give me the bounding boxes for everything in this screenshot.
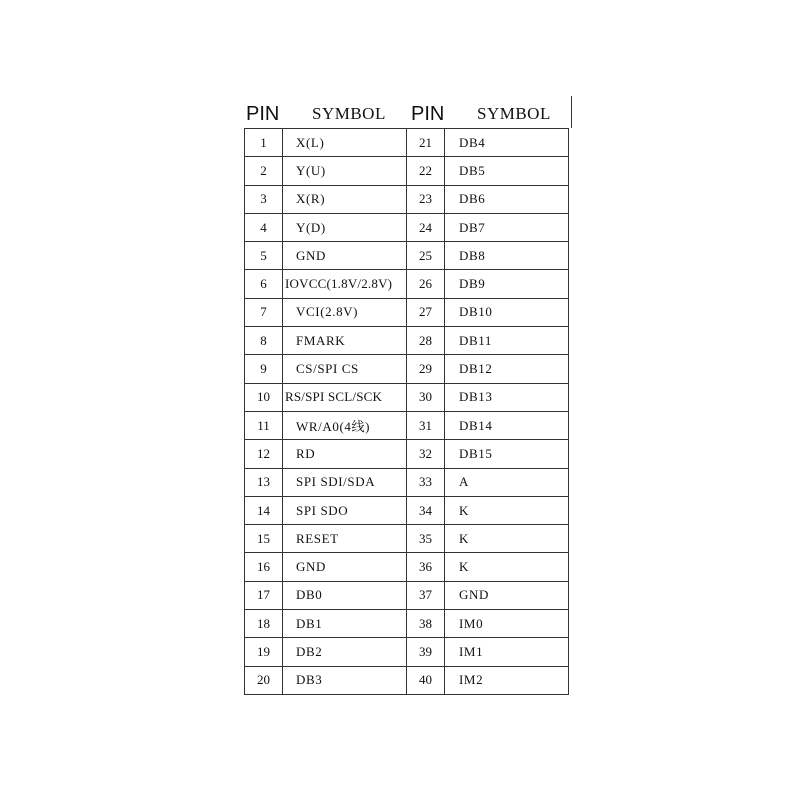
pin-symbol: CS/SPI CS [283,355,407,383]
pin-row [407,129,569,157]
pin-symbol: RD [283,440,407,468]
pin-table-right [406,128,569,695]
pin-row [245,581,407,609]
pin-symbol: DB12 [445,355,569,383]
pin-symbol: DB6 [445,185,569,213]
pin-row [407,553,569,581]
pin-symbol: K [445,553,569,581]
pin-rows-left [245,129,407,695]
pin-row [245,157,407,185]
pin-number: 6 [245,270,283,298]
pin-row [407,383,569,411]
pin-number: 28 [407,327,445,355]
pin-symbol: DB4 [445,129,569,157]
pin-row [245,355,407,383]
pin-row [407,213,569,241]
pin-symbol: GND [445,581,569,609]
pin-row [245,270,407,298]
pin-row [245,411,407,439]
pin-symbol: DB10 [445,298,569,326]
pin-symbol: DB14 [445,411,569,439]
pin-symbol: FMARK [283,327,407,355]
pin-symbol: DB5 [445,157,569,185]
pin-row [407,298,569,326]
pin-symbol: K [445,496,569,524]
pin-row [407,496,569,524]
pin-table-left [244,128,407,695]
pin-symbol: DB0 [283,581,407,609]
pin-symbol: RESET [283,525,407,553]
pin-symbol: SPI SDI/SDA [283,468,407,496]
pin-symbol: X(R) [283,185,407,213]
pin-number: 38 [407,610,445,638]
pin-symbol: DB13 [445,383,569,411]
pin-number: 39 [407,638,445,666]
pin-row [245,213,407,241]
pin-number: 22 [407,157,445,185]
pin-number: 13 [245,468,283,496]
pin-symbol: DB1 [283,610,407,638]
pin-symbol: Y(D) [283,213,407,241]
pin-symbol: DB7 [445,213,569,241]
pin-symbol: SPI SDO [283,496,407,524]
pin-symbol: VCI(2.8V) [283,298,407,326]
pin-row [245,242,407,270]
pin-number: 40 [407,666,445,694]
pin-number: 14 [245,496,283,524]
pin-rows-right [407,129,569,695]
pin-number: 3 [245,185,283,213]
pin-symbol: DB3 [283,666,407,694]
pin-number: 24 [407,213,445,241]
pin-number: 23 [407,185,445,213]
pin-symbol: X(L) [283,129,407,157]
pin-number: 34 [407,496,445,524]
right-pin-header: PIN [411,103,445,125]
pin-number: 8 [245,327,283,355]
pin-number: 32 [407,440,445,468]
header-edge-line [571,96,572,128]
pin-number: 17 [245,581,283,609]
pin-symbol: DB9 [445,270,569,298]
pin-row [245,383,407,411]
pin-symbol: WR/A0(4线) [283,411,407,439]
pin-row [245,298,407,326]
pin-row [245,610,407,638]
left-symbol-header: SYMBOL [312,104,386,123]
pin-symbol: A [445,468,569,496]
pin-row [407,411,569,439]
right-symbol-header: SYMBOL [477,104,551,123]
pin-number: 4 [245,213,283,241]
pin-row [407,440,569,468]
pin-row [245,525,407,553]
pin-row [407,666,569,694]
pin-number: 35 [407,525,445,553]
pin-number: 16 [245,553,283,581]
pin-symbol: DB2 [283,638,407,666]
pin-row [245,496,407,524]
pin-symbol: IM2 [445,666,569,694]
pin-symbol: GND [283,553,407,581]
pin-symbol: Y(U) [283,157,407,185]
pin-symbol: K [445,525,569,553]
pin-row [407,525,569,553]
pin-number: 15 [245,525,283,553]
pin-symbol: IM0 [445,610,569,638]
pin-row [245,185,407,213]
pin-row [245,129,407,157]
pin-number: 27 [407,298,445,326]
pin-symbol: IM1 [445,638,569,666]
pin-number: 33 [407,468,445,496]
pin-row [407,638,569,666]
pin-number: 25 [407,242,445,270]
pin-number: 10 [245,383,283,411]
pin-symbol: DB8 [445,242,569,270]
pin-number: 7 [245,298,283,326]
pin-symbol: GND [283,242,407,270]
pin-symbol: DB15 [445,440,569,468]
pin-number: 9 [245,355,283,383]
pin-row [407,581,569,609]
pin-row [245,553,407,581]
pin-row [407,468,569,496]
pin-number: 1 [245,129,283,157]
pin-row [245,666,407,694]
pin-row [245,638,407,666]
pin-row [407,327,569,355]
pin-row [245,468,407,496]
pin-row [407,610,569,638]
pin-row [245,440,407,468]
pin-number: 36 [407,553,445,581]
pin-row [407,355,569,383]
pin-symbol: RS/SPI SCL/SCK [283,383,407,411]
pin-number: 5 [245,242,283,270]
pin-number: 11 [245,411,283,439]
pin-row [407,242,569,270]
pin-row [407,270,569,298]
left-pin-header: PIN [246,103,280,125]
pin-number: 26 [407,270,445,298]
pin-number: 2 [245,157,283,185]
pin-number: 20 [245,666,283,694]
pin-row [407,157,569,185]
pin-number: 37 [407,581,445,609]
pin-number: 19 [245,638,283,666]
pin-symbol: DB11 [445,327,569,355]
pin-number: 12 [245,440,283,468]
pin-number: 18 [245,610,283,638]
pin-symbol: IOVCC(1.8V/2.8V) [283,270,407,298]
pin-number: 31 [407,411,445,439]
pin-row [407,185,569,213]
pin-number: 21 [407,129,445,157]
pin-row [245,327,407,355]
pin-number: 29 [407,355,445,383]
pin-number: 30 [407,383,445,411]
